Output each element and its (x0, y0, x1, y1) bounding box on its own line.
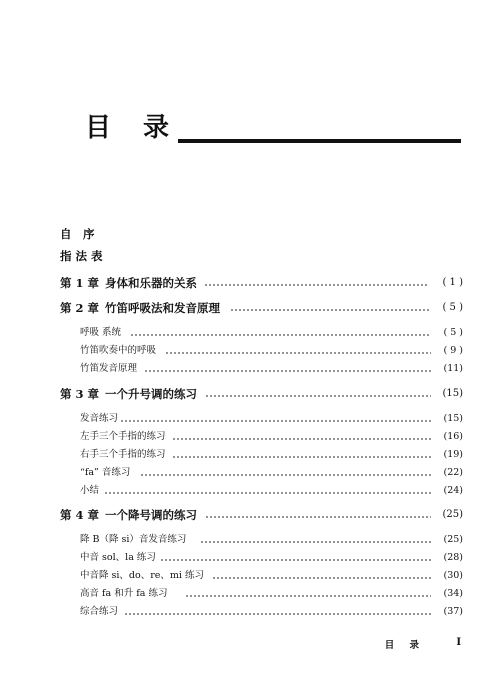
dot-leader (212, 577, 431, 579)
chapter-title: 一个降号调的练习 (105, 508, 197, 522)
page-number: ( 5 ) (442, 302, 463, 313)
heading-char-2: 录 (143, 113, 170, 143)
section-title: 中音 sol、la 练习 (80, 552, 156, 563)
page-number: (25) (442, 509, 463, 520)
dot-leader (185, 595, 431, 597)
dot-leader (140, 474, 431, 476)
section-title: 中音降 si、do、re、mi 练习 (80, 570, 204, 581)
dot-leader (230, 309, 429, 311)
page-number: ( 9 ) (443, 345, 463, 356)
page-number: (28) (443, 552, 463, 563)
toc-entry-section[interactable] (0, 447, 489, 463)
page-number: (19) (443, 449, 463, 460)
footer-page-number: I (456, 637, 461, 648)
dot-leader (104, 492, 431, 494)
section-title: 发音练习 (80, 413, 119, 424)
toc-entry-chapter-3[interactable] (0, 386, 489, 402)
toc-entry-section[interactable] (0, 532, 489, 548)
toc-entry-preface[interactable] (0, 226, 489, 242)
section-title: “fa” 音练习 (80, 467, 131, 478)
page-number: ( 1 ) (442, 277, 463, 288)
page-number: (34) (443, 588, 463, 599)
dot-leader (165, 352, 431, 354)
toc-entry-section[interactable] (0, 361, 489, 377)
chapter-number: 第 3 章 (60, 387, 100, 401)
section-title: 综合练习 (80, 606, 119, 617)
section-title: 小结 (80, 485, 100, 496)
toc-entry-fingering[interactable] (0, 248, 489, 264)
dot-leader (124, 613, 431, 615)
toc-heading (85, 112, 465, 152)
dot-leader (160, 559, 431, 561)
dot-leader (205, 395, 431, 397)
section-title: 竹笛发音原理 (80, 363, 138, 374)
toc-entry-section[interactable] (0, 586, 489, 602)
toc-entry-chapter-2[interactable] (0, 300, 489, 316)
chapter-title: 身体和乐器的关系 (105, 276, 197, 290)
toc-entry-section[interactable] (0, 343, 489, 359)
dot-leader (172, 438, 431, 440)
chapter-title: 竹笛呼吸法和发音原理 (105, 301, 220, 315)
page-number: (22) (443, 467, 463, 478)
section-title: 高音 fa 和升 fa 练习 (80, 588, 168, 599)
dot-leader (144, 370, 431, 372)
dot-leader (120, 420, 431, 422)
chapter-title: 一个升号调的练习 (105, 387, 197, 401)
heading-char-1: 目 (85, 113, 112, 143)
dot-leader (200, 541, 431, 543)
page-number: (11) (443, 363, 463, 374)
page-number: (16) (443, 431, 463, 442)
dot-leader (172, 456, 431, 458)
section-title: 右手三个手指的练习 (80, 449, 166, 460)
entry-title: 指 法 表 (60, 249, 103, 263)
dot-leader (130, 334, 431, 336)
heading-rule (178, 139, 461, 143)
page-number: (15) (443, 413, 463, 424)
toc-entry-section[interactable] (0, 568, 489, 584)
toc-entry-section[interactable] (0, 550, 489, 566)
footer-label: 目 录 (384, 640, 425, 651)
toc-entry-section[interactable] (0, 411, 489, 427)
page-number: (30) (443, 570, 463, 581)
toc-entry-chapter-4[interactable] (0, 507, 489, 523)
page-number: (24) (443, 485, 463, 496)
page-number: ( 5 ) (443, 327, 463, 338)
page-number: (15) (442, 388, 463, 399)
chapter-number: 第 2 章 (60, 301, 100, 315)
page-number: (25) (443, 534, 463, 545)
page-footer (0, 637, 489, 651)
section-title: 左手三个手指的练习 (80, 431, 166, 442)
toc-entry-section[interactable] (0, 483, 489, 499)
toc-entry-section[interactable] (0, 325, 489, 341)
section-title: 竹笛吹奏中的呼吸 (80, 345, 157, 356)
entry-title: 自 序 (60, 227, 95, 241)
dot-leader (204, 284, 429, 286)
section-title: 呼吸 系统 (80, 327, 122, 338)
toc-entry-section[interactable] (0, 465, 489, 481)
toc-entry-section[interactable] (0, 429, 489, 445)
dot-leader (205, 516, 431, 518)
chapter-number: 第 1 章 (60, 276, 100, 290)
toc-entry-chapter-1[interactable] (0, 275, 489, 291)
toc-entry-section[interactable] (0, 604, 489, 620)
section-title: 降 B（降 si）音发音练习 (80, 534, 187, 545)
chapter-number: 第 4 章 (60, 508, 100, 522)
page-number: (37) (443, 606, 463, 617)
